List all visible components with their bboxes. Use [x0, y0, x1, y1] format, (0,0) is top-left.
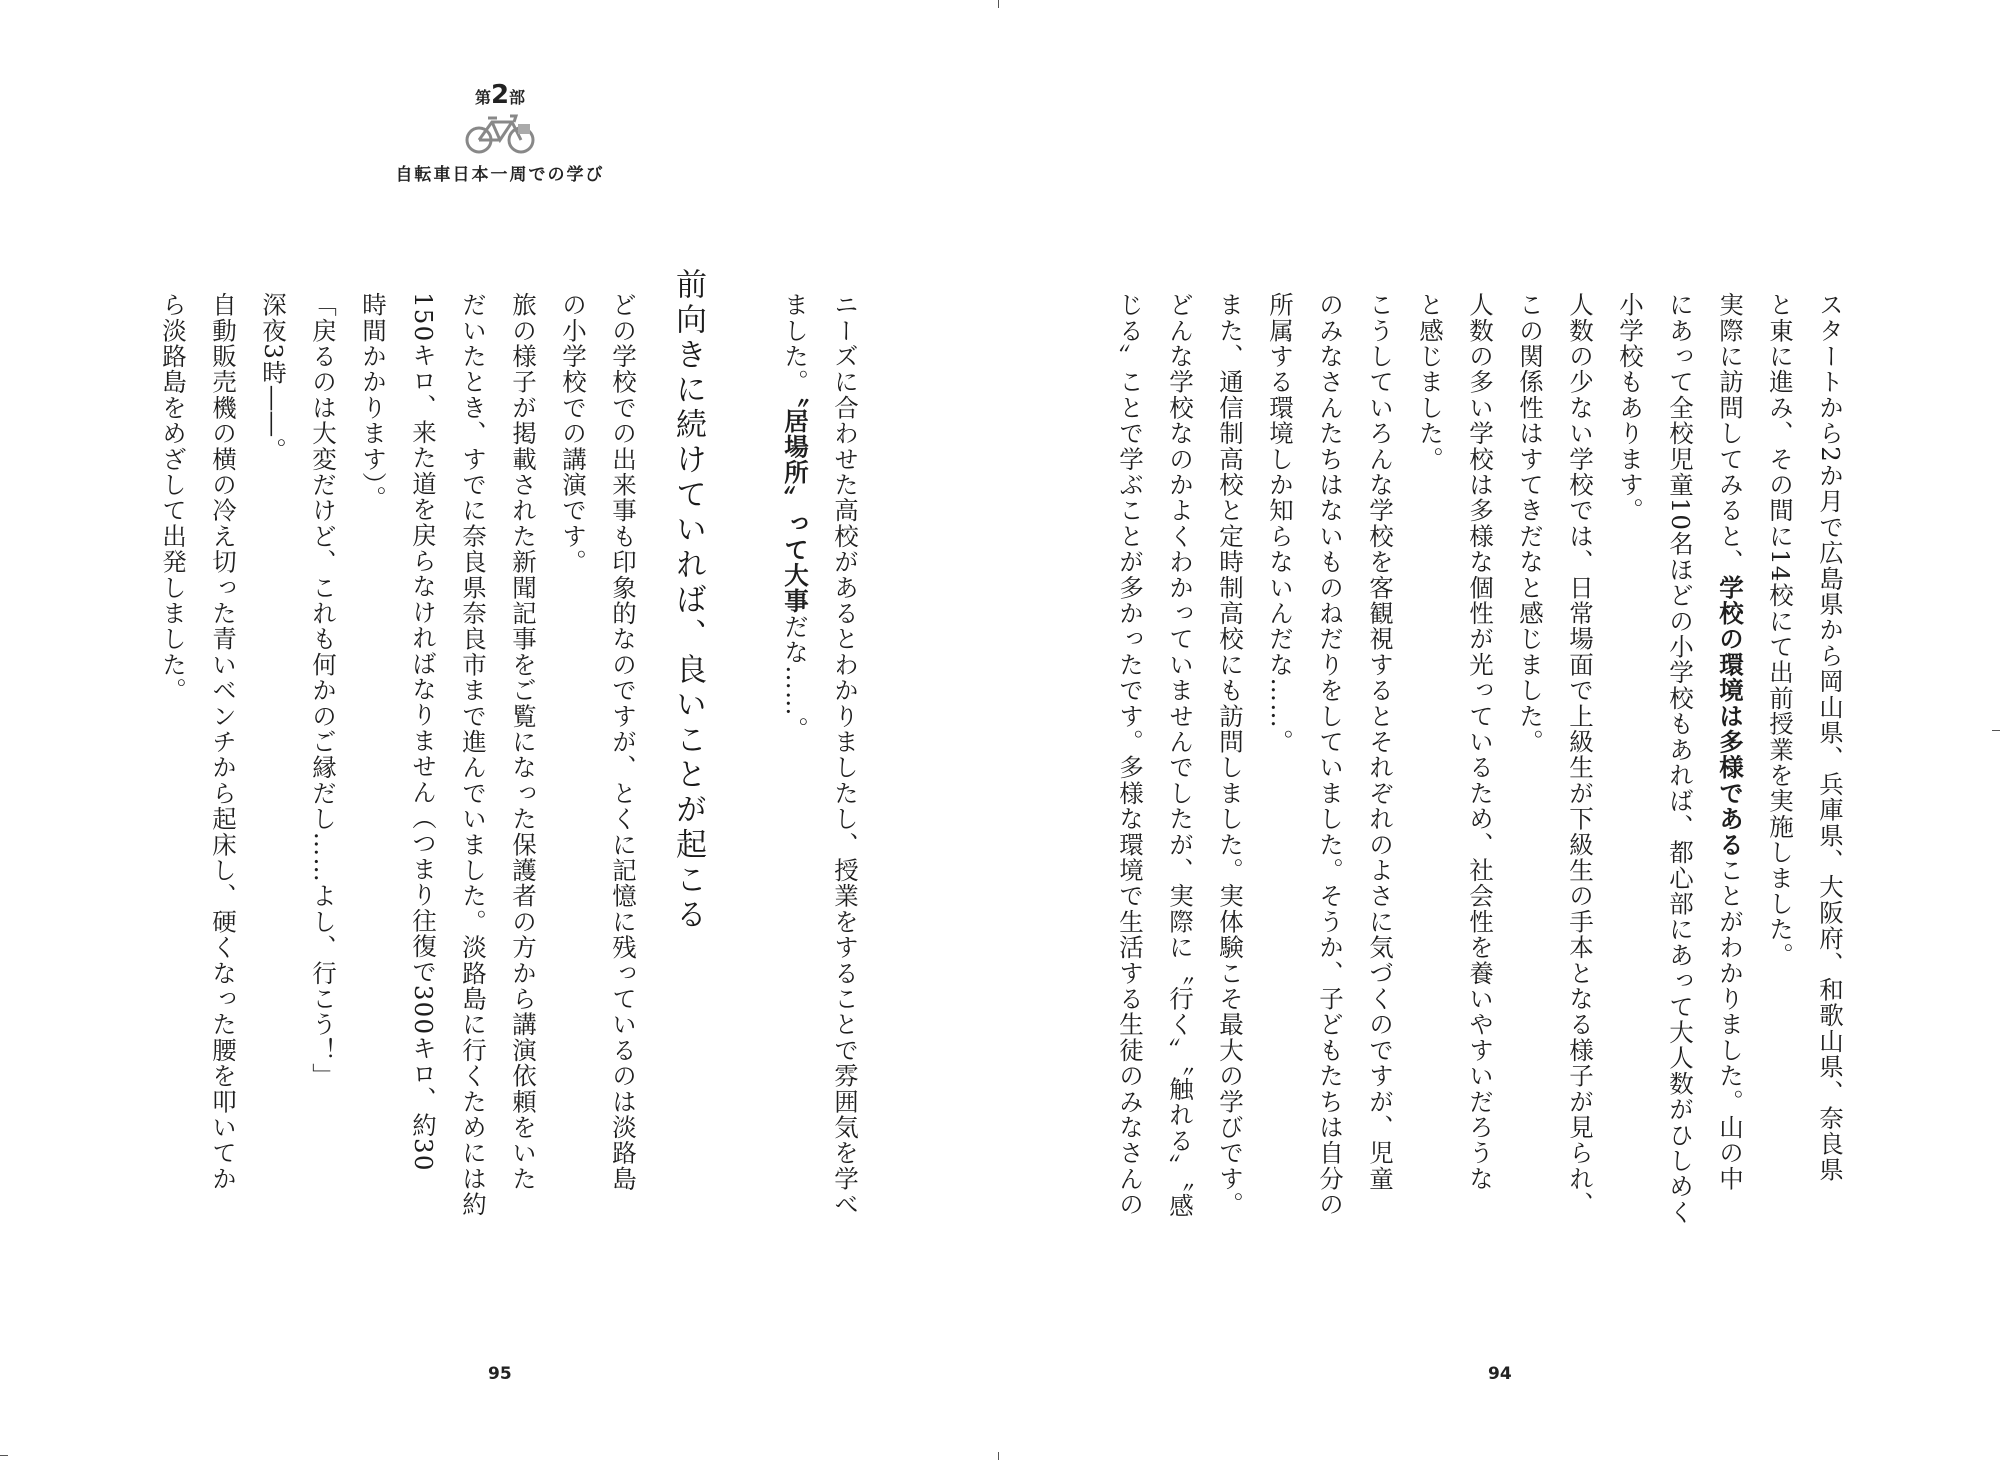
text-line: じる〟ことで学ぶことが多かったです。多様な環境で生活する生徒のみなさんの: [1116, 292, 1145, 1218]
part-subtitle: 自転車日本一周での学び: [395, 165, 605, 185]
text-line: の小学校での講演です。: [559, 292, 588, 575]
text-line: のみなさんたちはないものねだりをしていました。そうか、子どもたちは自分の: [1316, 292, 1345, 1218]
crop-mark-top: [998, 0, 999, 8]
right-page-body: [1105, 292, 1855, 1225]
page-number-right: 94: [1488, 1364, 1512, 1384]
text-line: ました。〝居場所〟って大事だな……。: [781, 292, 810, 743]
text-line: また、通信制高校と定時制高校にも訪問しました。実体験こそ最大の学びです。: [1216, 292, 1245, 1218]
text-line: この関係性はすてきだなと感じました。: [1516, 292, 1545, 755]
text-line: 人数の少ない学校では、日常場面で上級生が下級生の手本となる様子が見られ、: [1566, 292, 1595, 1218]
text-line: 小学校もあります。: [1616, 292, 1645, 524]
emphasis-text: 学校の環境は多様である: [1716, 574, 1745, 858]
text-line: 深夜3時――。: [259, 292, 288, 463]
crop-mark-right: [1992, 730, 2000, 731]
text-line: こうしていろんな学校を客観視するとそれぞれのよさに気づくのですが、児童: [1366, 292, 1395, 1192]
text-line: 「戻るのは大変だけど、これも何かのご縁だし……よし、行こう！」: [309, 292, 338, 1089]
left-page-body: [148, 292, 648, 1217]
left-page-intro: [770, 292, 870, 1217]
part-header: [380, 80, 620, 185]
page-number-left: 95: [488, 1364, 512, 1384]
text-line: 所属する環境しか知らないんだな……。: [1266, 292, 1295, 755]
text-line: どの学校での出来事も印象的なのですが、とくに記憶に残っているのは淡路島: [609, 292, 638, 1192]
text-line: 自動販売機の横の冷え切った青いベンチから起床し、硬くなった腰を叩いてか: [209, 292, 238, 1192]
text-line: 実際に訪問してみると、学校の環境は多様であることがわかりました。山の中: [1716, 292, 1745, 1192]
text-line: 人数の多い学校は多様な個性が光っているため、社会性を養いやすいだろうな: [1466, 292, 1495, 1192]
text-line: 150キロ、来た道を戻らなければなりません（つまり往復で300キロ、約30: [409, 292, 438, 1172]
text-line: どんな学校なのかよくわかっていませんでしたが、実際に〝行く〟〝触れる〟〝感: [1166, 292, 1195, 1219]
section-heading: 前向きに続けていれば、良いことが起こる: [670, 268, 706, 933]
text-line: スタートから2か月で広島県から岡山県、兵庫県、大阪府、和歌山県、奈良県: [1816, 292, 1845, 1183]
text-line: ニーズに合わせた高校があるとわかりましたし、授業をすることで雰囲気を学べ: [831, 292, 860, 1218]
text-line: と東に進み、その間に14校にて出前授業を実施しました。: [1766, 292, 1795, 969]
text-line: 旅の様子が掲載された新聞記事をご覧になった保護者の方から講演依頼をいた: [509, 292, 538, 1192]
text-line: にあって全校児童10名ほどの小学校もあれば、都心部にあって大人数がひしめく: [1666, 292, 1695, 1226]
crop-mark-bottom: [998, 1452, 999, 1460]
text-line: と感じました。: [1416, 292, 1445, 472]
bicycle-icon: [464, 110, 536, 156]
emphasis-text: 〝居場所〟って大事: [781, 394, 810, 614]
text-line: ら淡路島をめざして出発しました。: [159, 292, 188, 704]
crop-mark-left: [0, 1455, 8, 1456]
text-line: 時間かかります）。: [359, 292, 388, 512]
part-label: 第2部: [474, 80, 526, 110]
text-line: だいたとき、すでに奈良県奈良市まで進んでいました。淡路島に行くためには約: [459, 292, 488, 1218]
